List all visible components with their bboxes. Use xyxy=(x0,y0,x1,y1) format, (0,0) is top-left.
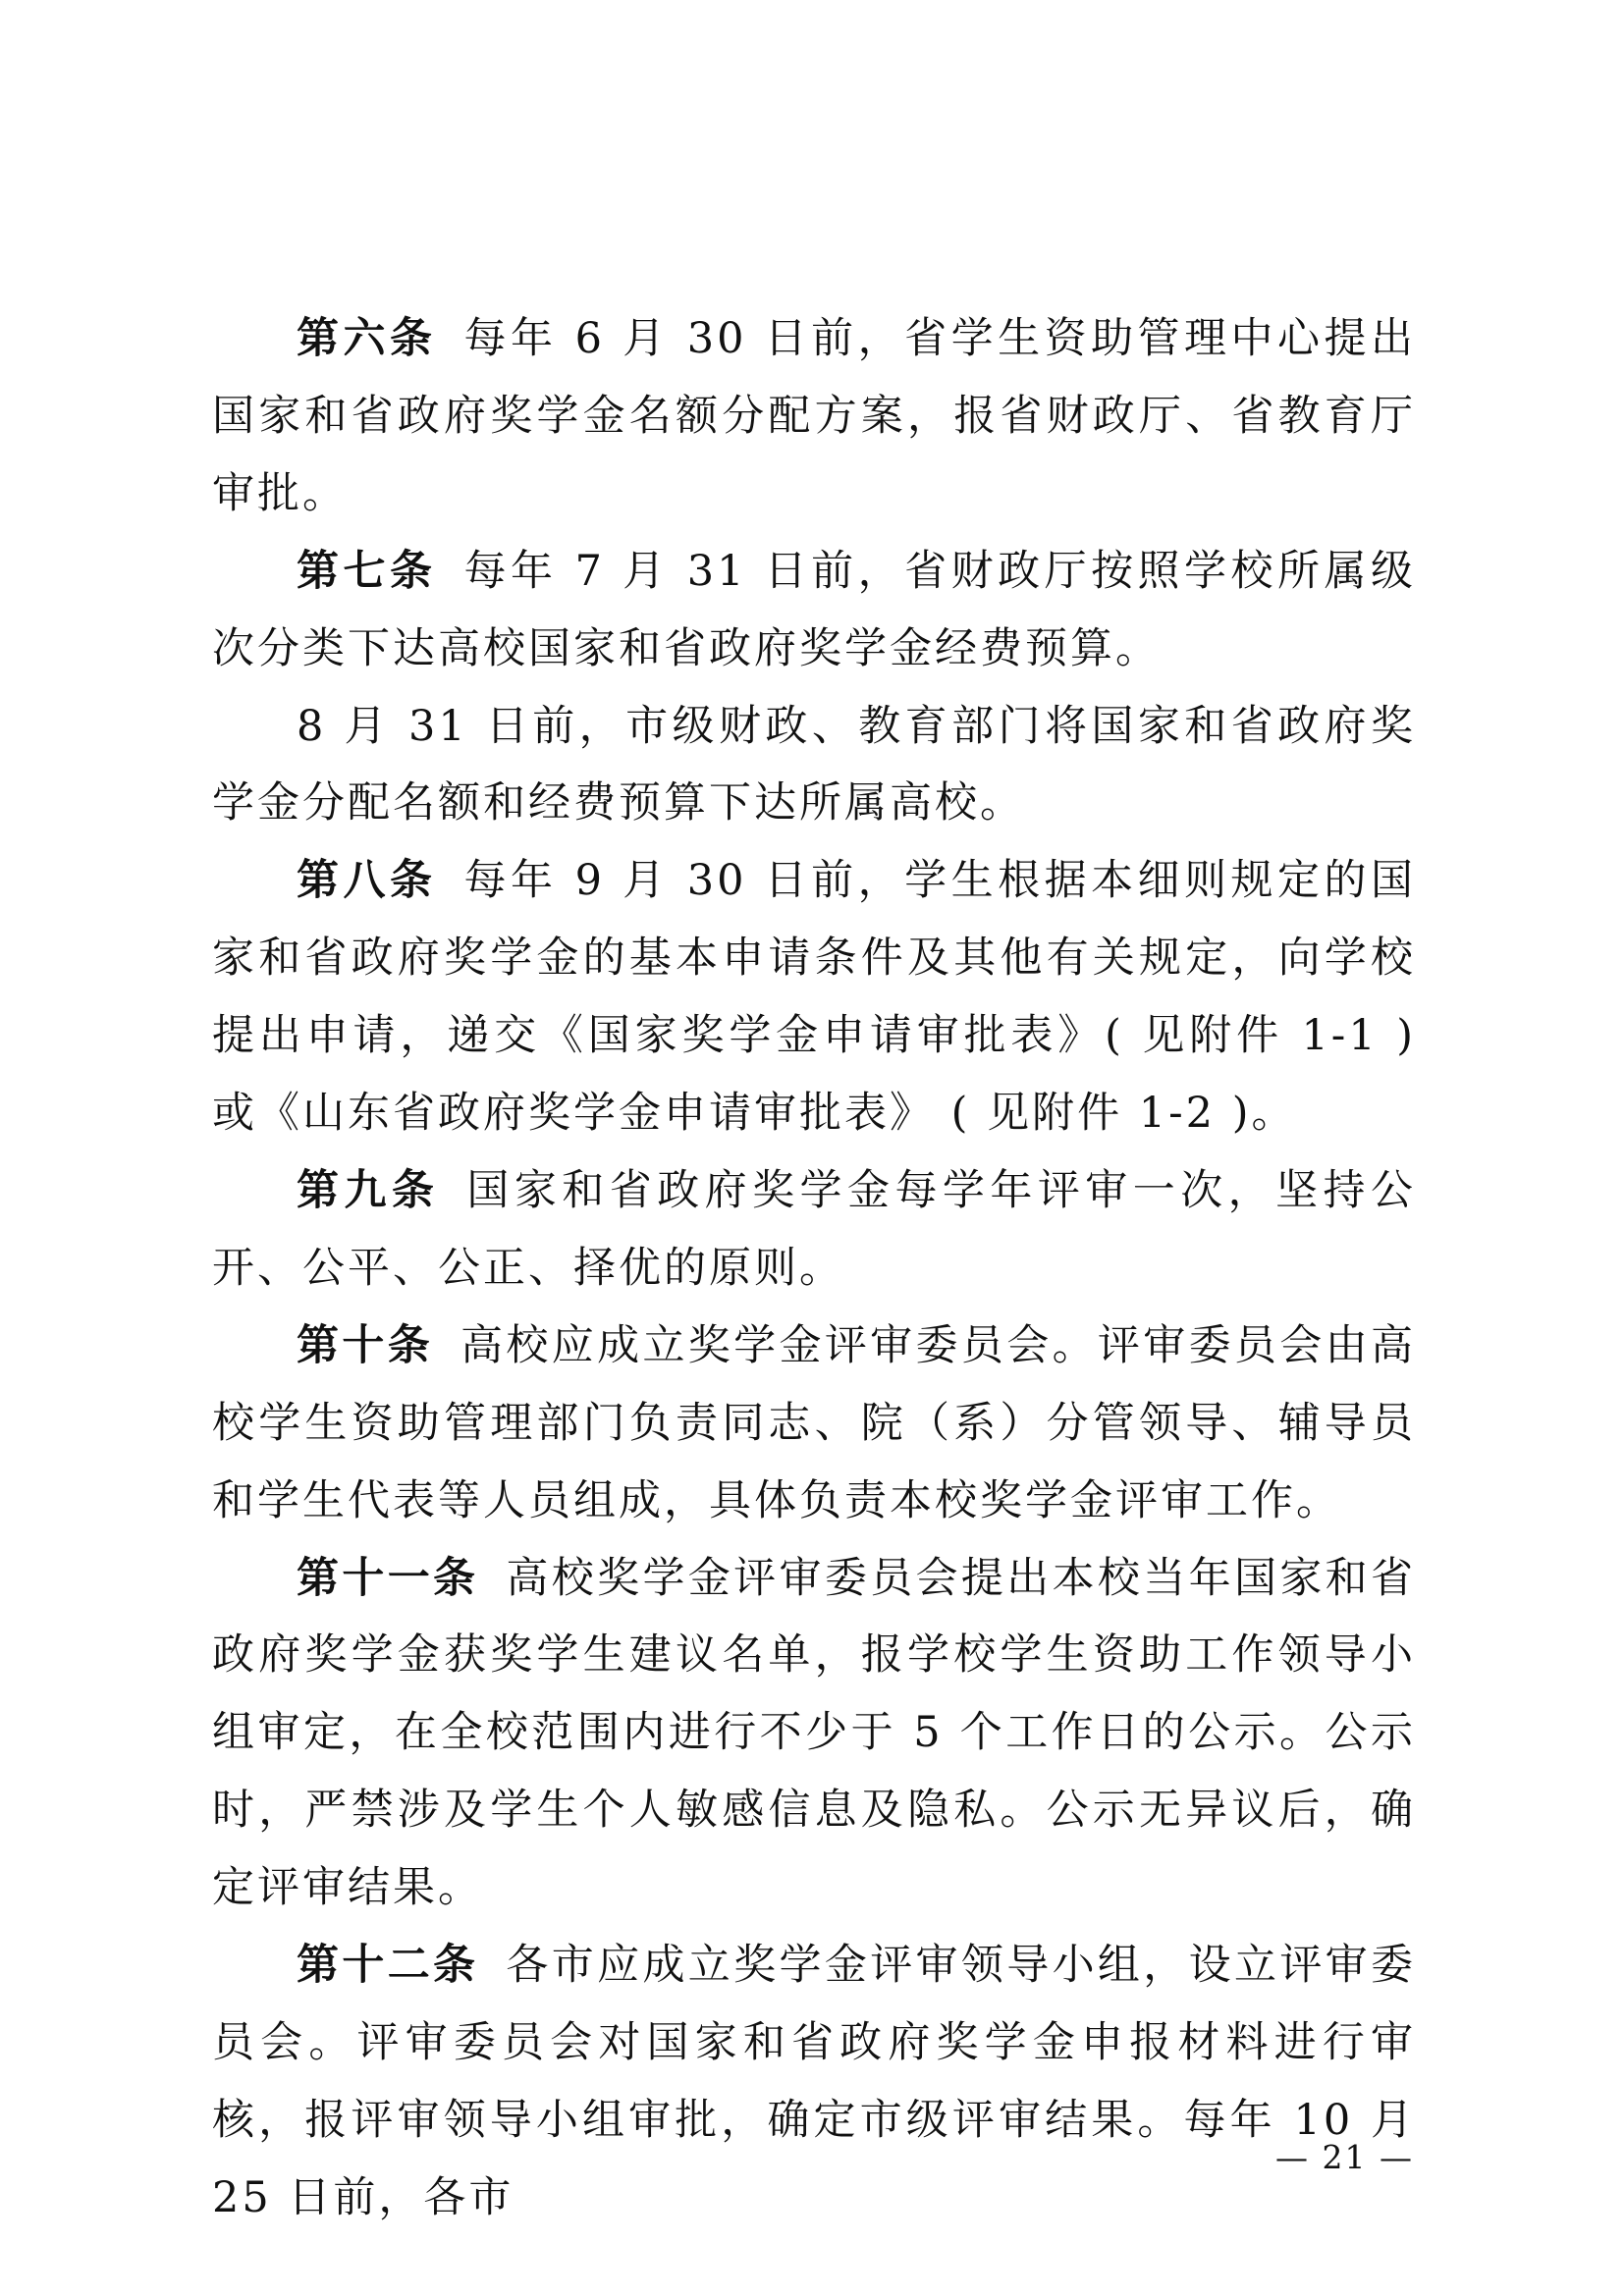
article-text: 每年 6 月 30 日前，省学生资助管理中心提出国家和省政府奖学金名额分配方案，报省财政厅、省教育厅审批。 xyxy=(212,314,1416,518)
article-text: 高校奖学金评审委员会提出本校当年国家和省政府奖学金获奖学生建议名单，报学校学生资助工作领导小组审定，在全校范围内进行不少于 5 个工作日的公示。公示时，严禁涉及学生个人敏感信息及隐私。公示无异议后，确定评审结果。 xyxy=(212,1553,1417,1913)
article-12 xyxy=(212,1927,1416,2237)
article-10 xyxy=(212,1308,1416,1540)
article-label: 第八条 xyxy=(297,856,437,906)
article-label: 第七条 xyxy=(297,546,437,596)
article-text: 高校应成立奖学金评审委员会。评审委员会由高校学生资助管理部门负责同志、院（系）分管领导、辅导员和学生代表等人员组成，具体负责本校奖学金评审工作。 xyxy=(212,1320,1417,1525)
article-7-continuation xyxy=(212,688,1416,843)
article-label: 第十一条 xyxy=(297,1553,479,1603)
article-label: 第九条 xyxy=(297,1165,440,1215)
article-label: 第六条 xyxy=(297,314,437,363)
article-label: 第十条 xyxy=(297,1320,434,1370)
article-11 xyxy=(212,1540,1416,1928)
article-text: 国家和省政府奖学金每学年评审一次，坚持公开、公平、公正、择优的原则。 xyxy=(212,1165,1417,1293)
article-label: 第十二条 xyxy=(297,1941,479,1991)
article-7 xyxy=(212,533,1416,688)
article-text: 各市应成立奖学金评审领导小组，设立评审委员会。评审委员会对国家和省政府奖学金申报材料进行审核，报评审领导小组审批，确定市级评审结果。每年 10 月 25 日前，各市 xyxy=(212,1941,1417,2222)
article-9 xyxy=(212,1152,1416,1308)
article-6 xyxy=(212,300,1416,533)
article-text: 每年 9 月 30 日前，学生根据本细则规定的国家和省政府奖学金的基本申请条件及其他有关规定，向学校提出申请，递交《国家奖学金申请审批表》( 见附件 1-1 ) 或《山东省政府奖学金申请审批表》 ( 见附件 1-2 )。 xyxy=(212,856,1416,1139)
article-8 xyxy=(212,842,1416,1152)
paragraph-text: 8 月 31 日前，市级财政、教育部门将国家和省政府奖学金分配名额和经费预算下达所属高校。 xyxy=(212,701,1416,828)
document-body xyxy=(212,300,1416,2237)
page-number: — 21 — xyxy=(1275,2138,1414,2176)
article-text: 每年 7 月 31 日前，省财政厅按照学校所属级次分类下达高校国家和省政府奖学金经费预算。 xyxy=(212,546,1416,673)
